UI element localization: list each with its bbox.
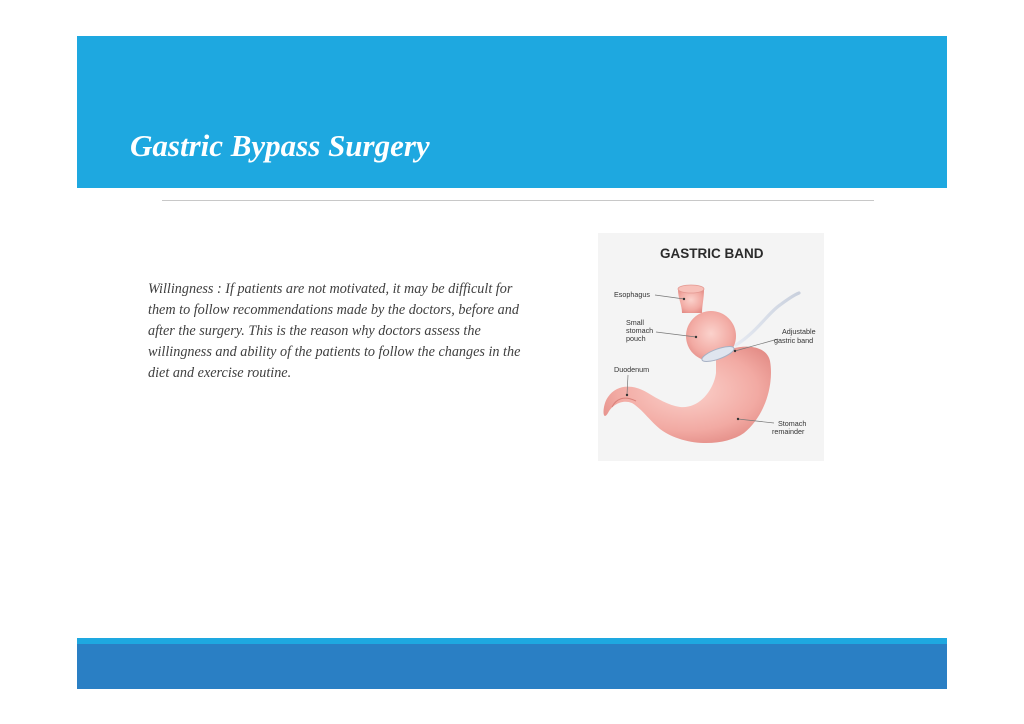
label-band-1: Adjustable — [782, 327, 816, 336]
label-pouch-2: stomach — [626, 326, 654, 335]
duodenum-dot — [626, 394, 628, 396]
diagram-title: GASTRIC BAND — [660, 246, 764, 261]
pouch-dot — [695, 336, 697, 338]
label-band-2: gastric band — [774, 336, 814, 345]
footer-band — [77, 644, 947, 689]
label-remainder-1: Stomach — [778, 419, 807, 428]
label-remainder-2: remainder — [772, 427, 805, 436]
label-duodenum: Duodenum — [614, 365, 650, 374]
esophagus-opening — [678, 285, 704, 293]
label-pouch-3: pouch — [626, 334, 646, 343]
gastric-band-diagram — [598, 233, 824, 461]
title-divider — [162, 200, 874, 201]
body-paragraph: Willingness : If patients are not motivated, it may be difficult for them to follow recommendations made by the doctors, before and after the surgery. This is the reason why doctors assess the willingness and ability of the patients to follow the changes in the diet and exercise routine. — [148, 281, 521, 381]
gastric-band-illustration — [598, 233, 824, 461]
stomach-shape — [604, 347, 771, 443]
label-pouch-1: Small — [626, 318, 644, 327]
slide-title: Gastric Bypass Surgery — [130, 128, 430, 163]
label-esophagus: Esophagus — [614, 290, 650, 299]
header-band — [77, 36, 947, 188]
esophagus-dot — [683, 298, 685, 300]
remainder-dot — [737, 418, 739, 420]
band-dot — [734, 350, 736, 352]
